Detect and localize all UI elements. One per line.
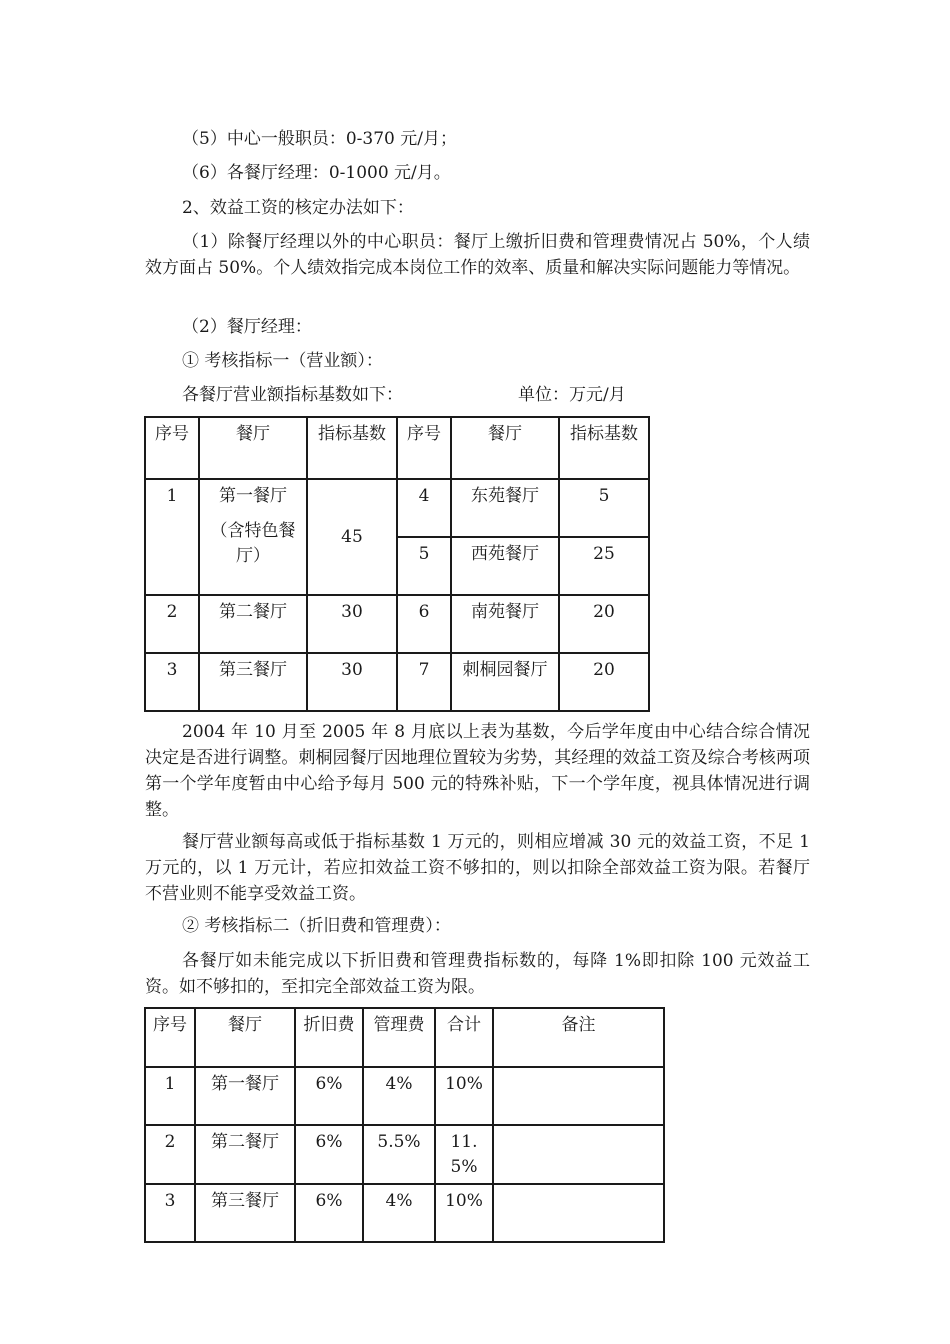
header-base: 指标基数 [559, 417, 649, 479]
cell-base: 20 [559, 595, 649, 653]
item-5-general-staff: （5）中心一般职员：0-370 元/月； [182, 129, 457, 149]
paragraph-text: 各餐厅如未能完成以下折旧费和管理费指标数的，每降 1%即扣除 100 元效益工资。如不够扣的，至扣完全部效益工资为限。 [145, 951, 810, 997]
header-restaurant: 餐厅 [451, 417, 559, 479]
header-base: 指标基数 [307, 417, 397, 479]
table-row [145, 1067, 664, 1125]
cell-depreciation: 6% [295, 1125, 363, 1184]
paragraph-text: 餐厅营业额每高或低于指标基数 1 万元的，则相应增减 30 元的效益工资，不足 1 万元的，以 1 万元计，若应扣效益工资不够扣的，则以扣除全部效益工资为限。若餐厅不营业则不能享受效益工资。 [145, 832, 810, 904]
paragraph-text: （1）除餐厅经理以外的中心职员：餐厅上缴折旧费和管理费情况占 50%，个人绩效方面占 50%。个人绩效指完成本岗位工作的效率、质量和解决实际问题能力等情况。 [145, 232, 810, 278]
restaurant-note: （含特色餐厅） [210, 521, 296, 566]
table1-unit: 单位：万元/月 [518, 385, 626, 405]
header-restaurant: 餐厅 [195, 1008, 295, 1067]
item-2-manager: （2）餐厅经理： [182, 317, 312, 337]
cell-restaurant: 第三餐厅 [195, 1184, 295, 1242]
cell-base: 30 [307, 595, 397, 653]
section-2-heading: 2、效益工资的核定办法如下： [182, 198, 414, 218]
item-6-restaurant-manager: （6）各餐厅经理：0-1000 元/月。 [182, 163, 451, 183]
header-total: 合计 [435, 1008, 493, 1067]
cell-restaurant: 第三餐厅 [199, 653, 307, 711]
header-no: 序号 [397, 417, 451, 479]
paragraph-fee-rule [145, 948, 810, 1000]
cell-no: 1 [145, 479, 199, 595]
cell-restaurant [199, 479, 307, 595]
cell-no: 4 [397, 479, 451, 537]
cell-total: 10% [435, 1067, 493, 1125]
table-row [145, 479, 649, 537]
cell-base: 30 [307, 653, 397, 711]
cell-depreciation: 6% [295, 1184, 363, 1242]
header-depreciation: 折旧费 [295, 1008, 363, 1067]
cell-base: 5 [559, 479, 649, 537]
cell-base: 25 [559, 537, 649, 595]
cell-restaurant: 南苑餐厅 [451, 595, 559, 653]
cell-no: 5 [397, 537, 451, 595]
cell-no: 1 [145, 1067, 195, 1125]
header-no: 序号 [145, 417, 199, 479]
restaurant-name: 第一餐厅 [219, 486, 287, 506]
cell-depreciation: 6% [295, 1067, 363, 1125]
cell-restaurant: 刺桐园餐厅 [451, 653, 559, 711]
cell-remarks [493, 1067, 664, 1125]
table-row [145, 1125, 664, 1184]
cell-base: 20 [559, 653, 649, 711]
cell-no: 7 [397, 653, 451, 711]
header-no: 序号 [145, 1008, 195, 1067]
cell-remarks [493, 1125, 664, 1184]
cell-no: 3 [145, 653, 199, 711]
paragraph-revenue-rule [145, 829, 810, 907]
paragraph-staff-rule [145, 229, 810, 281]
cell-restaurant: 第二餐厅 [199, 595, 307, 653]
table1-caption: 各餐厅营业额指标基数如下： [182, 385, 403, 405]
cell-management: 4% [363, 1184, 435, 1242]
header-management: 管理费 [363, 1008, 435, 1067]
revenue-base-table [144, 416, 650, 712]
table-row [145, 653, 649, 711]
fee-target-table [144, 1007, 665, 1243]
cell-management: 4% [363, 1067, 435, 1125]
cell-restaurant: 第二餐厅 [195, 1125, 295, 1184]
header-restaurant: 餐厅 [199, 417, 307, 479]
table-row [145, 595, 649, 653]
table-header-row [145, 417, 649, 479]
cell-restaurant: 西苑餐厅 [451, 537, 559, 595]
cell-no: 6 [397, 595, 451, 653]
cell-no: 2 [145, 595, 199, 653]
cell-base: 45 [307, 479, 397, 595]
table-row [145, 1184, 664, 1242]
header-remarks: 备注 [493, 1008, 664, 1067]
indicator-1-heading: ① 考核指标一（营业额）： [182, 351, 383, 371]
cell-restaurant: 第一餐厅 [195, 1067, 295, 1125]
indicator-2-heading: ② 考核指标二（折旧费和管理费）： [182, 916, 451, 936]
cell-remarks [493, 1184, 664, 1242]
paragraph-base-period [145, 719, 810, 823]
cell-total: 11.5% [435, 1125, 493, 1184]
paragraph-text: 2004 年 10 月至 2005 年 8 月底以上表为基数，今后学年度由中心结合综合情况决定是否进行调整。刺桐园餐厅因地理位置较为劣势，其经理的效益工资及综合考核两项第一个学年度暂由中心给予每月 500 元的特殊补贴，下一个学年度，视具体情况进行调整。 [145, 722, 810, 820]
cell-no: 2 [145, 1125, 195, 1184]
cell-total: 10% [435, 1184, 493, 1242]
cell-management: 5.5% [363, 1125, 435, 1184]
table-header-row [145, 1008, 664, 1067]
cell-restaurant: 东苑餐厅 [451, 479, 559, 537]
cell-no: 3 [145, 1184, 195, 1242]
